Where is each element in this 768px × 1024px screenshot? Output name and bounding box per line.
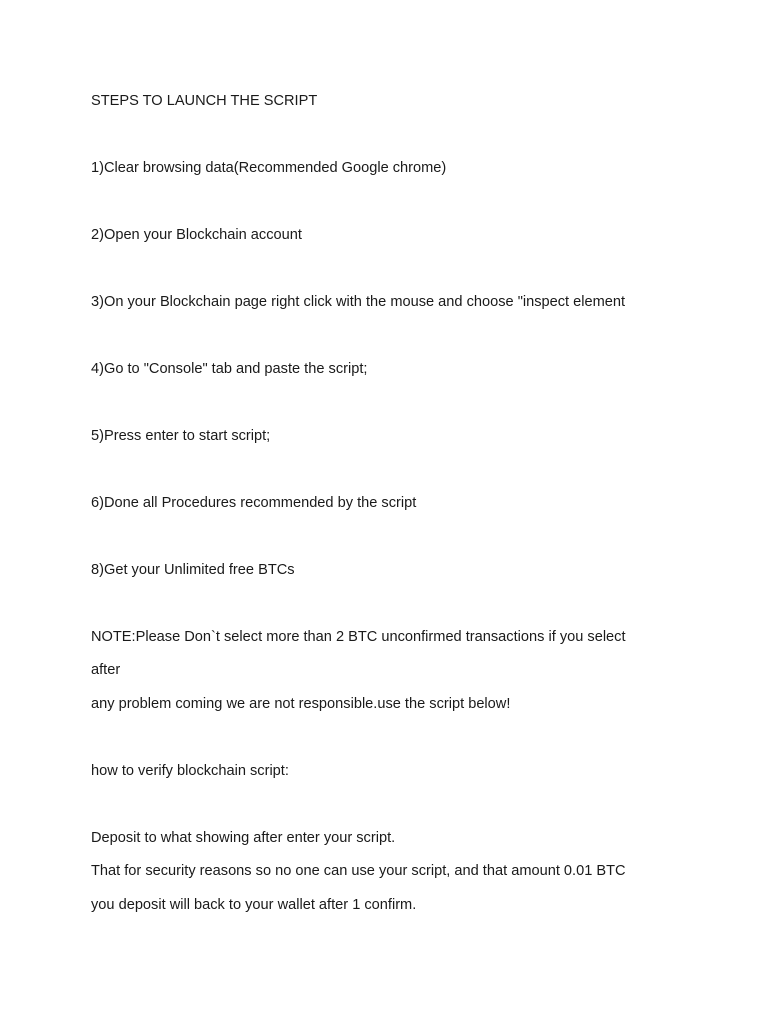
verify-heading: how to verify blockchain script:: [91, 763, 289, 779]
note-line-1: NOTE:Please Don`t select more than 2 BTC unconfirmed transactions if you select: [91, 629, 626, 645]
deposit-line-1: Deposit to what showing after enter your script.: [91, 830, 396, 846]
note-line-2: after: [91, 662, 121, 678]
document-title: STEPS TO LAUNCH THE SCRIPT: [91, 93, 318, 109]
note-line-3: any problem coming we are not responsible.use the script below!: [91, 696, 511, 712]
deposit-line-2: That for security reasons so no one can use your script, and that amount 0.01 BTC: [91, 863, 626, 879]
step-item-1: 1)Clear browsing data(Recommended Google chrome): [91, 160, 447, 176]
step-item-2: 2)Open your Blockchain account: [91, 227, 302, 243]
deposit-line-3: you deposit will back to your wallet after 1 confirm.: [91, 897, 417, 913]
step-item-3: 3)On your Blockchain page right click with the mouse and choose "inspect element: [91, 294, 626, 310]
step-item-8: 8)Get your Unlimited free BTCs: [91, 562, 295, 578]
step-item-4: 4)Go to "Console" tab and paste the script;: [91, 361, 368, 377]
step-item-6: 6)Done all Procedures recommended by the script: [91, 495, 417, 511]
step-item-5: 5)Press enter to start script;: [91, 428, 271, 444]
